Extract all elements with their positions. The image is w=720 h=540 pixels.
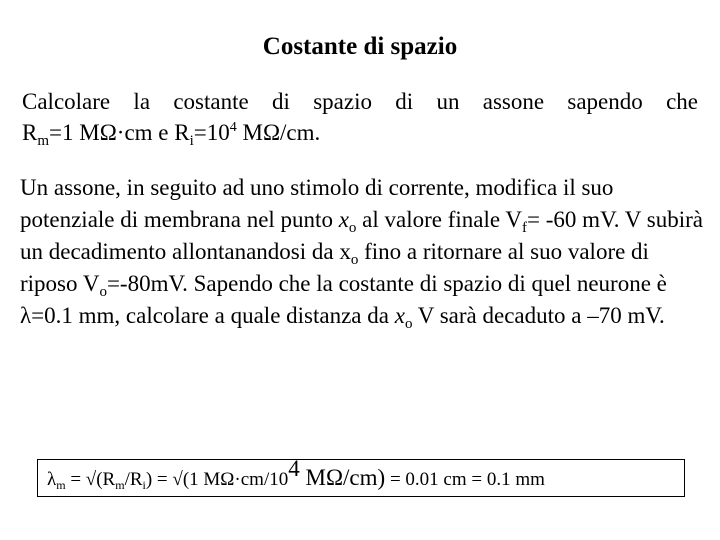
solution-formula-box [37,456,685,497]
x-symbol: x [338,207,349,232]
rm-subscript: m [37,133,50,149]
formula-rm-subscript: m [115,478,125,492]
formula-part-3: ) = √(1 MΩ·cm/10 [145,469,289,490]
ri-symbol: R [174,120,190,145]
exercise-2-text-5: =-80mV. Sapendo che la costante di spazio di quel neurone è λ=0.1 mm, calcolare a quale distanza da [20,271,667,328]
ri-value-a: =10 [193,120,230,145]
formula-exponent: 4 [288,456,300,481]
exercise-2-text-6: V sarà decaduto a –70 mV. [412,303,665,328]
exercise-1-line-2 [22,117,698,148]
exercise-2-text [20,172,710,332]
formula-part-1: = √(R [65,469,116,490]
exercise-2-text-3: = -60 mV. V subirà un decadimento allontanandosi da x [20,207,703,264]
formula-part-2: /R [124,469,143,490]
exercise-1-line-1: Calcolare la costante di spazio di un assone sapendo che [22,89,698,114]
lambda-symbol: λ [47,469,57,490]
exercise-2-text-1: Un assone, in seguito ad uno stimolo di corrente, modifica il suo potenziale di membrana nel punto [20,175,614,232]
ri-value-b: MΩ/cm. [236,120,321,145]
ri-exponent: 4 [229,120,237,135]
exercise-2-text-2: al valore finale V [356,207,523,232]
formula-ri-subscript: i [142,478,146,492]
formula-part-5: = 0.01 cm = 0.1 mm [385,469,545,490]
page-title: Costante di spazio [262,33,458,60]
exercise-2-text-4: fino a ritornare al suo valore di riposo V [20,239,649,296]
x3-symbol: x [394,303,405,328]
vf-subscript: f [522,220,528,236]
lambda-subscript: m [56,478,66,492]
rm-symbol: R [22,120,38,145]
ri-subscript: i [189,133,194,149]
x-subscript: o [348,220,357,236]
formula-part-4: MΩ/cm) [299,465,386,490]
x3-subscript: o [404,316,413,332]
exercise-1-text [22,86,698,148]
x2-subscript: o [350,252,359,268]
rm-value: =1 MΩ·cm e [49,120,175,145]
vo-subscript: o [99,284,107,300]
